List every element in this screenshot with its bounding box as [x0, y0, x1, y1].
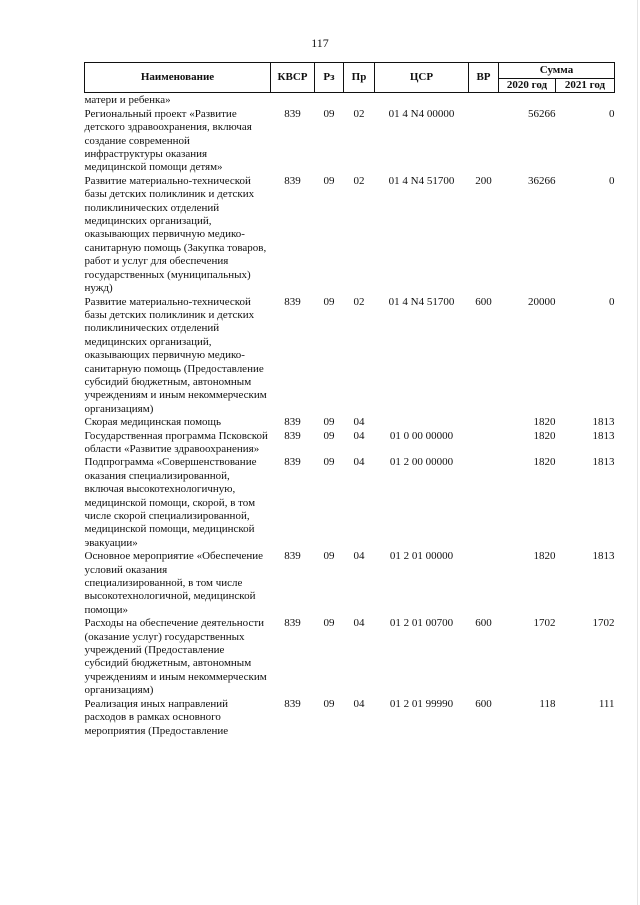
row-amount-2020: 20000	[528, 295, 556, 308]
row-name: Подпрограмма «Совершенствование оказания специализированной, включая высокотехнологичную, медицинской помощи, скорой, в том числе скорой специализированной, медицинской помощи, медицинской эвакуации»	[84, 456, 257, 549]
row-kvsr: 839	[284, 697, 301, 710]
row-vr	[469, 93, 499, 108]
row-rz: 09	[323, 295, 335, 308]
table-row	[85, 416, 615, 429]
header-pr: Пр	[344, 63, 375, 93]
row-rz: 09	[323, 107, 335, 120]
row-name: Расходы на обеспечение деятельности (оказание услуг) государственных учреждений (Предоставление субсидий бюджетным, автономным учреждениям и иным некоммерческим организациям)	[84, 617, 267, 697]
row-pr: 04	[353, 456, 365, 469]
row-csr: 01 4 N4 51700	[388, 174, 455, 187]
row-csr	[375, 93, 469, 108]
row-kvsr: 839	[284, 456, 301, 469]
row-name: матери и ребенка»	[84, 94, 171, 107]
row-vr	[469, 108, 499, 175]
table-row	[85, 296, 615, 417]
row-kvsr	[271, 93, 315, 108]
row-name: Развитие материально-технической базы детских поликлиник и детских поликлинических отделений медицинских организаций, оказывающих первичную медико-санитарную помощь (Предоставление субсидий бюджетным, автономным учреждениям и иным некоммерческим организациям)	[84, 295, 267, 415]
row-csr: 01 2 01 00700	[389, 617, 454, 630]
row-amount-2020: 118	[539, 697, 556, 710]
table-row	[85, 93, 615, 108]
row-pr	[344, 93, 375, 108]
header-rz: Рз	[315, 63, 344, 93]
row-amount-2020: 1702	[533, 617, 556, 630]
row-vr: 600	[475, 617, 492, 630]
row-vr	[469, 456, 499, 550]
row-vr	[469, 430, 499, 457]
row-amount-2020	[499, 93, 556, 108]
row-amount-2020: 36266	[528, 174, 556, 187]
row-amount-2021: 0	[609, 295, 615, 308]
row-name: Скорая медицинская помощь	[84, 416, 222, 429]
row-amount-2021: 0	[609, 174, 615, 187]
row-kvsr: 839	[284, 429, 301, 442]
row-rz	[315, 93, 344, 108]
budget-table	[84, 62, 615, 738]
row-name: Государственная программа Псковской области «Развитие здравоохранения»	[84, 429, 268, 455]
row-amount-2020: 1820	[533, 550, 556, 563]
row-csr: 01 2 00 00000	[389, 456, 454, 469]
row-kvsr: 839	[284, 617, 301, 630]
row-kvsr: 839	[284, 107, 301, 120]
row-vr	[469, 550, 499, 617]
row-kvsr: 839	[284, 550, 301, 563]
row-csr: 01 4 N4 51700	[388, 295, 455, 308]
row-rz: 09	[323, 550, 335, 563]
table-body	[85, 93, 615, 738]
row-pr: 02	[353, 174, 365, 187]
row-amount-2021: 1813	[592, 550, 615, 563]
row-pr: 04	[353, 550, 365, 563]
row-pr: 02	[353, 295, 365, 308]
row-amount-2020: 1820	[533, 456, 556, 469]
row-amount-2021: 0	[609, 107, 615, 120]
table-row	[85, 617, 615, 697]
row-amount-2021: 1813	[592, 429, 615, 442]
row-rz: 09	[323, 429, 335, 442]
header-year-2021: 2021 год	[556, 79, 615, 93]
row-pr: 02	[353, 107, 365, 120]
row-vr: 600	[475, 295, 492, 308]
row-amount-2021: 1702	[592, 617, 615, 630]
row-name: Реализация иных направлений расходов в рамках основного мероприятия (Предоставление	[84, 697, 229, 737]
row-pr: 04	[353, 416, 365, 429]
header-name: Наименование	[85, 63, 271, 93]
header-sum: Сумма	[499, 63, 615, 79]
row-csr	[375, 416, 469, 429]
header-csr: ЦСР	[375, 63, 469, 93]
row-rz: 09	[323, 617, 335, 630]
row-pr: 04	[353, 429, 365, 442]
table-header	[85, 63, 615, 93]
page-number: 117	[311, 36, 329, 50]
row-amount-2021: 1813	[592, 456, 615, 469]
table-row	[85, 456, 615, 550]
table-row	[85, 108, 615, 175]
header-vr: ВР	[469, 63, 499, 93]
row-amount-2020: 1820	[533, 429, 556, 442]
row-name: Региональный проект «Развитие детского здравоохранения, включая создание современной инфраструктуры оказания медицинской помощи детям»	[84, 107, 252, 174]
table-row	[85, 430, 615, 457]
row-amount-2021: 111	[598, 697, 615, 710]
table-row	[85, 175, 615, 296]
table-row	[85, 698, 615, 738]
row-rz: 09	[323, 456, 335, 469]
row-amount-2020: 1820	[533, 416, 556, 429]
scan-edge	[637, 0, 638, 905]
row-csr: 01 0 00 00000	[389, 429, 454, 442]
table-row	[85, 550, 615, 617]
row-rz: 09	[323, 416, 335, 429]
row-rz: 09	[323, 174, 335, 187]
row-vr: 600	[475, 697, 492, 710]
row-name: Развитие материально-технической базы детских поликлиник и детских поликлинических отделений медицинских организаций, оказывающих первичную медико-санитарную помощь (Закупка товаров, работ и услуг для обеспечения государственных (муниципальных) нужд)	[84, 174, 267, 295]
row-csr: 01 2 01 99990	[389, 697, 454, 710]
row-pr: 04	[353, 617, 365, 630]
row-amount-2020: 56266	[528, 107, 556, 120]
header-kvsr: КВСР	[271, 63, 315, 93]
row-kvsr: 839	[284, 174, 301, 187]
row-name: Основное мероприятие «Обеспечение условий оказания специализированной, в том числе высокотехнологичной, медицинской помощи»	[84, 550, 264, 616]
header-year-2020: 2020 год	[499, 79, 556, 93]
row-vr	[469, 416, 499, 429]
row-vr: 200	[475, 174, 492, 187]
row-amount-2021: 1813	[592, 416, 615, 429]
row-pr: 04	[353, 697, 365, 710]
row-amount-2021	[556, 93, 615, 108]
row-rz: 09	[323, 697, 335, 710]
row-kvsr: 839	[284, 416, 301, 429]
row-kvsr: 839	[284, 295, 301, 308]
row-csr: 01 2 01 00000	[389, 550, 454, 563]
row-csr: 01 4 N4 00000	[388, 107, 455, 120]
